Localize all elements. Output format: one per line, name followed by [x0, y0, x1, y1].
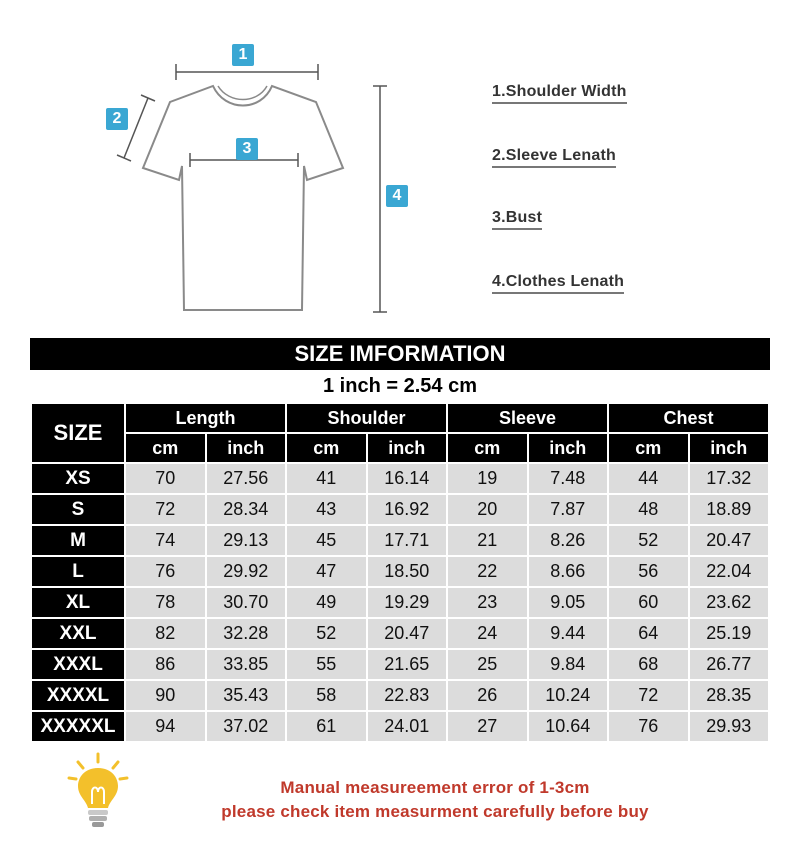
measurement-cell: 32.28: [207, 619, 286, 648]
measurement-cell: 41: [287, 464, 366, 493]
measurement-cell: 48: [609, 495, 688, 524]
measurement-cell: 82: [126, 619, 205, 648]
size-label: XL: [32, 588, 124, 617]
measurement-cell: 8.66: [529, 557, 608, 586]
table-row: [32, 681, 768, 710]
measurement-cell: 28.34: [207, 495, 286, 524]
measurement-cell: 25.19: [690, 619, 769, 648]
group-header-chest: Chest: [609, 404, 768, 432]
measurement-cell: 68: [609, 650, 688, 679]
measurement-cell: 33.85: [207, 650, 286, 679]
measurement-cell: 78: [126, 588, 205, 617]
measurement-cell: 24: [448, 619, 527, 648]
measurement-cell: 7.87: [529, 495, 608, 524]
measurement-cell: 70: [126, 464, 205, 493]
measurement-cell: 28.35: [690, 681, 769, 710]
measurement-cell: 10.24: [529, 681, 608, 710]
measurement-cell: 17.32: [690, 464, 769, 493]
legend-sleeve-length: 2.Sleeve Lenath: [492, 147, 616, 168]
measurement-cell: 10.64: [529, 712, 608, 741]
measurement-cell: 24.01: [368, 712, 447, 741]
unit-header: cm: [126, 434, 205, 462]
measurement-cell: 8.26: [529, 526, 608, 555]
badge-1: 1: [232, 44, 254, 66]
table-row: [32, 464, 768, 493]
measurement-cell: 22.83: [368, 681, 447, 710]
legend-shoulder-width: 1.Shoulder Width: [492, 83, 627, 104]
measurement-cell: 30.70: [207, 588, 286, 617]
measurement-cell: 20.47: [368, 619, 447, 648]
measurement-cell: 47: [287, 557, 366, 586]
note-check-measurement: please check item measurment carefully before buy: [221, 802, 649, 821]
size-label: S: [32, 495, 124, 524]
size-label: XXXXXL: [32, 712, 124, 741]
measurement-cell: 29.93: [690, 712, 769, 741]
measurement-cell: 29.13: [207, 526, 286, 555]
measurement-cell: 19.29: [368, 588, 447, 617]
note-error-margin: Manual measureement error of 1-3cm: [280, 778, 590, 797]
table-row: [32, 588, 768, 617]
group-header-shoulder: Shoulder: [287, 404, 446, 432]
unit-header: cm: [609, 434, 688, 462]
measurement-cell: 74: [126, 526, 205, 555]
measurement-cell: 61: [287, 712, 366, 741]
measurement-cell: 76: [126, 557, 205, 586]
size-table: [30, 402, 770, 743]
measurement-cell: 19: [448, 464, 527, 493]
size-table-body: [32, 464, 768, 741]
measurement-cell: 23: [448, 588, 527, 617]
measurement-cell: 16.92: [368, 495, 447, 524]
measurement-cell: 21.65: [368, 650, 447, 679]
measurement-cell: 26.77: [690, 650, 769, 679]
measurement-cell: 27.56: [207, 464, 286, 493]
measurement-cell: 35.43: [207, 681, 286, 710]
measurement-cell: 22: [448, 557, 527, 586]
unit-conversion: 1 inch = 2.54 cm: [323, 375, 477, 397]
group-header-sleeve: Sleeve: [448, 404, 607, 432]
measurement-cell: 16.14: [368, 464, 447, 493]
table-row: [32, 712, 768, 741]
measurement-cell: 44: [609, 464, 688, 493]
badge-4: 4: [386, 185, 408, 207]
measurement-cell: 49: [287, 588, 366, 617]
measurement-cell: 29.92: [207, 557, 286, 586]
size-label: L: [32, 557, 124, 586]
unit-header: inch: [529, 434, 608, 462]
measurement-cell: 9.44: [529, 619, 608, 648]
unit-header: inch: [368, 434, 447, 462]
measurement-cell: 9.05: [529, 588, 608, 617]
legend-bust: 3.Bust: [492, 209, 542, 230]
table-row: [32, 557, 768, 586]
measurement-cell: 72: [126, 495, 205, 524]
tshirt-outline: [143, 86, 343, 310]
badge-2: 2: [106, 108, 128, 130]
measurement-cell: 20.47: [690, 526, 769, 555]
measurement-cell: 94: [126, 712, 205, 741]
measurement-cell: 27: [448, 712, 527, 741]
measurement-cell: 22.04: [690, 557, 769, 586]
measurement-cell: 52: [287, 619, 366, 648]
measurement-cell: 43: [287, 495, 366, 524]
size-label: XXL: [32, 619, 124, 648]
measurement-cell: 20: [448, 495, 527, 524]
size-header: SIZE: [32, 404, 124, 462]
measurement-cell: 52: [609, 526, 688, 555]
unit-header: inch: [207, 434, 286, 462]
measurement-cell: 60: [609, 588, 688, 617]
badge-3: 3: [236, 138, 258, 160]
unit-header: cm: [287, 434, 366, 462]
measurement-cell: 45: [287, 526, 366, 555]
tshirt-illustration: [0, 0, 800, 330]
measurement-cell: 56: [609, 557, 688, 586]
table-row: [32, 650, 768, 679]
measurement-cell: 23.62: [690, 588, 769, 617]
measurement-cell: 37.02: [207, 712, 286, 741]
size-label: M: [32, 526, 124, 555]
measurement-cell: 76: [609, 712, 688, 741]
measurement-cell: 55: [287, 650, 366, 679]
measurement-cell: 18.50: [368, 557, 447, 586]
unit-header: inch: [690, 434, 769, 462]
size-table-title: SIZE IMFORMATION: [30, 338, 770, 370]
tshirt-collar: [218, 86, 267, 100]
measurement-cell: 9.84: [529, 650, 608, 679]
measurement-cell: 86: [126, 650, 205, 679]
measurement-cell: 7.48: [529, 464, 608, 493]
measurement-cell: 17.71: [368, 526, 447, 555]
measurement-cell: 25: [448, 650, 527, 679]
table-row: [32, 495, 768, 524]
group-header-length: Length: [126, 404, 285, 432]
table-row: [32, 619, 768, 648]
measurement-cell: 21: [448, 526, 527, 555]
measurement-cell: 90: [126, 681, 205, 710]
unit-header: cm: [448, 434, 527, 462]
size-label: XXXXL: [32, 681, 124, 710]
table-row: [32, 526, 768, 555]
measurement-diagram: [0, 0, 800, 330]
measurement-cell: 64: [609, 619, 688, 648]
legend-clothes-length: 4.Clothes Lenath: [492, 273, 624, 294]
measurement-cell: 18.89: [690, 495, 769, 524]
lightbulb-icon: [66, 752, 130, 832]
size-label: XS: [32, 464, 124, 493]
measurement-cell: 26: [448, 681, 527, 710]
measurement-cell: 58: [287, 681, 366, 710]
size-label: XXXL: [32, 650, 124, 679]
measurement-cell: 72: [609, 681, 688, 710]
